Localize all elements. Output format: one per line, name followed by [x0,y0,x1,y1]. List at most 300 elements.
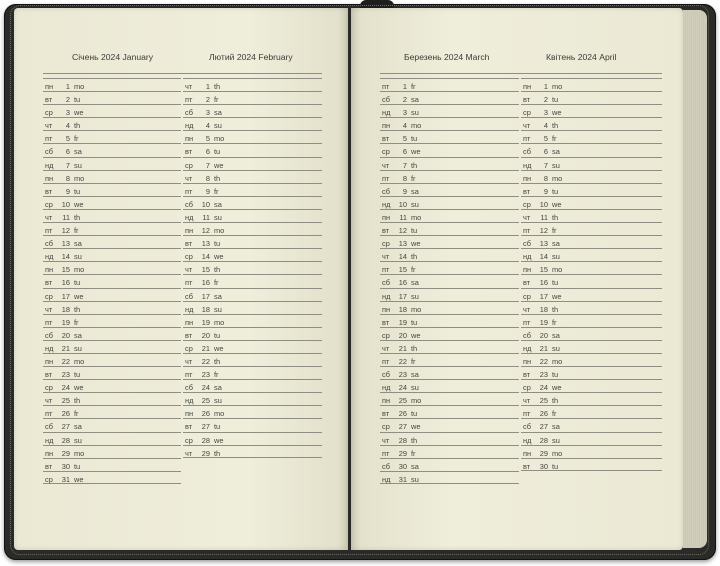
february-day-list [183,78,322,458]
day-row [380,392,519,405]
weekday-ua: пт [382,265,390,275]
weekday-en: su [214,121,222,131]
weekday-en: th [74,121,81,131]
weekday-en: we [214,435,224,445]
weekday-ua: вт [45,186,53,196]
day-row [521,288,662,301]
weekday-en: th [552,304,559,314]
weekday-en: mo [74,356,85,366]
weekday-ua: нд [45,160,54,170]
day-row [43,432,181,445]
weekday-ua: пт [523,317,531,327]
weekday-ua: пн [382,304,391,314]
day-number: 23 [201,370,210,380]
weekday-ua: пт [382,82,390,91]
day-row [43,117,181,130]
day-number: 6 [205,147,210,157]
day-row [43,392,181,405]
day-row [380,209,519,222]
weekday-ua: пт [523,134,531,144]
weekday-ua: нд [185,121,194,131]
weekday-en: mo [552,448,563,458]
weekday-en: th [214,173,221,183]
weekday-en: sa [214,291,222,301]
weekday-ua: сб [45,239,53,249]
day-number: 2 [402,95,407,105]
day-row [380,353,519,366]
day-number: 11 [540,212,548,222]
weekday-en: fr [74,134,79,144]
weekday-ua: вт [45,278,53,288]
weekday-en: th [411,252,418,262]
weekday-ua: вт [523,278,531,288]
weekday-en: tu [214,239,221,249]
weekday-en: we [552,108,562,118]
day-row [521,196,662,209]
month-title-february: Лютий 2024 February [209,52,293,62]
weekday-ua: вт [523,370,531,380]
day-number: 9 [402,186,407,196]
weekday-ua: пт [382,173,390,183]
day-row [521,340,662,353]
day-number: 26 [398,409,407,419]
day-number: 16 [398,278,407,288]
weekday-ua: ср [45,199,53,209]
weekday-ua: вт [382,409,390,419]
weekday-en: th [411,160,418,170]
day-row [183,248,322,261]
day-row [183,301,322,314]
weekday-ua: чт [382,252,390,262]
day-number: 14 [398,252,407,262]
weekday-en: fr [411,265,416,275]
day-row [380,314,519,327]
day-number: 25 [61,396,70,406]
weekday-ua: пн [45,448,54,458]
day-row [43,288,181,301]
day-row [183,235,322,248]
day-number: 15 [398,265,407,275]
day-row [183,353,322,366]
weekday-en: we [552,291,562,301]
day-number: 4 [65,121,70,131]
weekday-en: sa [411,370,419,380]
day-row [183,104,322,117]
day-row [183,170,322,183]
day-row [521,143,662,156]
day-number: 10 [539,199,548,209]
day-number: 17 [398,291,407,301]
day-row [43,222,181,235]
weekday-en: su [411,383,419,393]
weekday-en: we [214,343,224,353]
weekday-ua: нд [523,160,532,170]
weekday-ua: пн [185,226,194,236]
day-row [43,91,181,104]
weekday-ua: сб [185,383,193,393]
weekday-en: mo [552,82,563,91]
day-row [183,91,322,104]
weekday-en: su [214,304,222,314]
weekday-ua: пн [523,173,532,183]
day-number: 1 [205,82,210,91]
day-number: 20 [398,330,407,340]
weekday-en: mo [214,317,225,327]
day-number: 8 [205,173,210,183]
day-number: 12 [398,226,407,236]
day-number: 31 [398,474,407,484]
day-number: 19 [201,317,210,327]
weekday-en: th [552,396,559,406]
day-row [43,274,181,287]
weekday-ua: нд [382,383,391,393]
day-row [521,445,662,458]
weekday-en: we [74,108,84,118]
day-row [43,157,181,170]
day-number: 6 [543,147,548,157]
day-number: 29 [539,448,548,458]
day-number: 29 [61,448,70,458]
day-row [43,248,181,261]
weekday-ua: ср [523,383,531,393]
weekday-ua: пт [45,134,53,144]
day-row [183,366,322,379]
day-row [380,274,519,287]
day-row [380,183,519,196]
weekday-ua: пн [382,396,391,406]
weekday-en: we [552,383,562,393]
day-row [43,405,181,418]
weekday-en: th [411,343,418,353]
day-row [380,418,519,431]
weekday-ua: пн [523,356,532,366]
weekday-en: sa [411,278,419,288]
weekday-en: mo [214,409,225,419]
weekday-en: su [411,108,419,118]
weekday-ua: вт [45,370,53,380]
weekday-ua: чт [45,304,53,314]
weekday-en: tu [214,330,221,340]
day-row [380,222,519,235]
weekday-en: su [214,396,222,406]
day-number: 18 [61,304,70,314]
day-row [183,222,322,235]
day-number: 23 [539,370,548,380]
weekday-ua: сб [185,108,193,118]
day-number: 8 [543,173,548,183]
weekday-en: mo [74,82,85,91]
day-number: 21 [201,343,210,353]
weekday-en: we [214,252,224,262]
weekday-ua: чт [523,304,531,314]
day-row [183,327,322,340]
day-row [183,78,322,91]
day-row [521,353,662,366]
weekday-ua: сб [382,370,390,380]
day-number: 24 [61,383,70,393]
weekday-en: th [552,121,559,131]
weekday-ua: чт [185,82,193,91]
weekday-en: tu [411,226,418,236]
weekday-ua: нд [523,343,532,353]
day-row [380,157,519,170]
day-number: 3 [543,108,548,118]
weekday-en: fr [74,226,79,236]
weekday-ua: пт [382,448,390,458]
day-number: 23 [61,370,70,380]
weekday-ua: пт [45,409,53,419]
day-row [521,366,662,379]
weekday-ua: чт [45,121,53,131]
day-number: 15 [61,265,70,275]
weekday-en: fr [411,356,416,366]
day-row [183,183,322,196]
day-number: 2 [205,95,210,105]
day-row [43,418,181,431]
day-number: 21 [539,343,548,353]
weekday-ua: сб [382,186,390,196]
weekday-ua: вт [45,95,53,105]
day-number: 31 [61,474,70,484]
day-row [521,458,662,471]
weekday-ua: ср [523,108,531,118]
weekday-ua: сб [523,330,531,340]
day-row [183,432,322,445]
day-row [521,91,662,104]
day-row [380,301,519,314]
day-row [521,405,662,418]
day-number: 11 [62,212,70,222]
weekday-en: fr [74,409,79,419]
day-number: 17 [61,291,70,301]
day-number: 11 [399,212,407,222]
weekday-en: mo [74,265,85,275]
day-number: 30 [539,461,548,471]
weekday-ua: нд [523,435,532,445]
weekday-en: we [411,147,421,157]
day-number: 18 [398,304,407,314]
day-number: 13 [201,239,210,249]
day-row [521,301,662,314]
day-row [521,104,662,117]
day-row [43,183,181,196]
weekday-ua: чт [382,343,390,353]
weekday-ua: сб [185,291,193,301]
weekday-ua: вт [185,239,193,249]
day-row [183,418,322,431]
weekday-en: we [552,199,562,209]
weekday-en: su [214,212,222,222]
weekday-ua: пн [185,134,194,144]
weekday-ua: сб [523,422,531,432]
day-number: 26 [539,409,548,419]
weekday-ua: сб [185,199,193,209]
weekday-en: tu [552,370,559,380]
weekday-en: fr [411,173,416,183]
weekday-en: sa [411,186,419,196]
month-title-march: Березень 2024 March [404,52,490,62]
weekday-en: sa [552,147,560,157]
day-number: 2 [65,95,70,105]
weekday-en: we [74,474,84,484]
weekday-ua: пт [185,186,193,196]
weekday-en: tu [214,147,221,157]
day-number: 24 [539,383,548,393]
day-row [521,379,662,392]
weekday-en: tu [411,134,418,144]
weekday-ua: пн [45,82,54,91]
weekday-ua: ср [382,239,390,249]
weekday-en: mo [552,173,563,183]
weekday-en: su [552,343,560,353]
day-row [43,104,181,117]
day-row [43,170,181,183]
weekday-en: th [214,265,221,275]
day-number: 24 [398,383,407,393]
weekday-ua: ср [185,252,193,262]
day-row [183,340,322,353]
day-number: 10 [398,199,407,209]
weekday-en: mo [411,212,422,222]
weekday-en: fr [552,409,557,419]
day-row [183,405,322,418]
day-row [380,471,519,484]
weekday-ua: чт [185,173,193,183]
weekday-ua: нд [185,212,194,222]
day-number: 8 [65,173,70,183]
weekday-ua: ср [382,147,390,157]
weekday-ua: ср [382,330,390,340]
weekday-en: sa [552,422,560,432]
weekday-ua: чт [185,265,193,275]
day-number: 4 [543,121,548,131]
day-number: 22 [398,356,407,366]
day-number: 13 [398,239,407,249]
weekday-ua: сб [45,422,53,432]
weekday-ua: пт [185,370,193,380]
weekday-ua: нд [185,304,194,314]
day-number: 26 [201,409,210,419]
weekday-ua: сб [523,147,531,157]
day-number: 15 [539,265,548,275]
day-row [380,91,519,104]
day-number: 10 [201,199,210,209]
day-row [380,288,519,301]
day-row [43,314,181,327]
weekday-en: tu [74,278,81,288]
day-number: 9 [205,186,210,196]
weekday-ua: пн [523,448,532,458]
day-number: 17 [539,291,548,301]
day-number: 2 [543,95,548,105]
weekday-en: su [552,252,560,262]
day-number: 21 [61,343,70,353]
day-row [521,392,662,405]
weekday-en: th [74,304,81,314]
day-row [43,130,181,143]
weekday-ua: чт [523,121,531,131]
day-row [380,445,519,458]
weekday-ua: пн [185,317,194,327]
weekday-ua: ср [382,422,390,432]
weekday-en: mo [74,173,85,183]
day-row [183,288,322,301]
day-row [521,235,662,248]
weekday-en: sa [552,330,560,340]
day-row [183,445,322,458]
day-row [521,78,662,91]
weekday-ua: пт [45,226,53,236]
weekday-en: th [74,396,81,406]
weekday-en: mo [411,396,422,406]
day-number: 27 [539,422,548,432]
day-row [521,418,662,431]
day-row [183,143,322,156]
day-number: 27 [398,422,407,432]
weekday-en: sa [411,461,419,471]
page-edges [683,10,707,548]
day-row [521,183,662,196]
weekday-ua: пн [382,121,391,131]
day-row [183,261,322,274]
weekday-ua: ср [523,291,531,301]
day-number: 14 [201,252,210,262]
weekday-ua: нд [382,199,391,209]
april-day-list [521,78,662,471]
day-number: 16 [61,278,70,288]
day-number: 29 [201,448,210,458]
weekday-en: we [74,199,84,209]
day-row [521,117,662,130]
day-number: 5 [205,134,210,144]
day-row [380,432,519,445]
day-number: 11 [202,212,210,222]
day-number: 4 [205,121,210,131]
weekday-ua: чт [185,356,193,366]
weekday-en: th [214,82,221,91]
day-row [380,196,519,209]
day-row [380,366,519,379]
weekday-ua: нд [382,291,391,301]
weekday-en: tu [552,278,559,288]
day-number: 22 [539,356,548,366]
weekday-ua: вт [523,186,531,196]
day-row [380,143,519,156]
weekday-ua: сб [382,278,390,288]
day-row [43,366,181,379]
day-number: 19 [61,317,70,327]
weekday-ua: пт [523,409,531,419]
weekday-ua: сб [45,147,53,157]
weekday-en: su [552,160,560,170]
weekday-ua: пн [185,409,194,419]
day-number: 10 [61,199,70,209]
weekday-ua: пт [382,356,390,366]
day-number: 25 [398,396,407,406]
weekday-ua: чт [523,212,531,222]
month-title-april: Квітень 2024 April [546,52,617,62]
weekday-ua: чт [523,396,531,406]
weekday-en: fr [214,278,219,288]
weekday-ua: пт [523,226,531,236]
weekday-en: sa [74,422,82,432]
day-number: 27 [201,422,210,432]
day-number: 3 [205,108,210,118]
day-number: 12 [201,226,210,236]
weekday-ua: вт [185,330,193,340]
day-number: 22 [201,356,210,366]
weekday-en: fr [552,317,557,327]
